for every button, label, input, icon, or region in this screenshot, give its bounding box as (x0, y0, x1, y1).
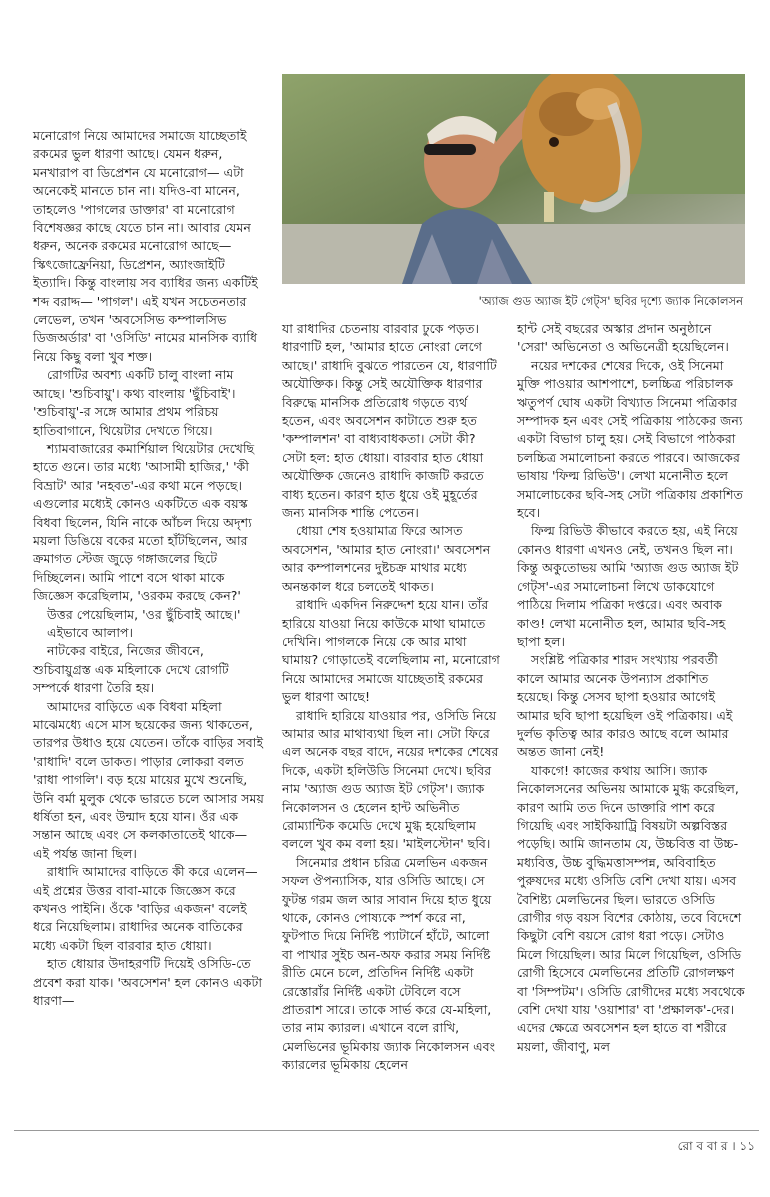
article-column-3 (517, 320, 745, 1056)
article-column-1 (33, 127, 265, 1011)
paragraph: সংশ্লিষ্ট পত্রিকার শারদ সংখ্যায় পরবর্তী কালে আমার অনেক উপন্যাস প্রকাশিত হয়েছে। কিন্তু সেসব ছাপা হওয়ার আগেই আমার ছবি ছাপা হয়েছিল ওই পত্রিকায়। এই দুর্লভ কৃতিত্ব আর কারও আছে বলে আমার অন্তত জানা নেই! (517, 652, 733, 760)
paragraph: সিনেমার প্রধান চরিত্র মেলভিন একজন সফল ঔপন্যাসিক, যার ওসিডি আছে। সে ফুটন্ত গরম জল আর সাবান দিয়ে হাত ধুয়ে থাকে, কোনও পোষ্যকে স্পর্শ করে না, ফুটপাত দিয়ে নির্দিষ্ট প্যাটার্নে হাঁটে, আলো বা পাখার সুইচ অন-অফ করার সময় নির্দিষ্ট রীতি মেনে চলে, প্রতিদিন নির্দিষ্ট একটা রেস্তোরাঁর নির্দিষ্ট একটা টেবিলে বসে প্রাতরাশ সারে। তাকে সার্ভ করে যে-মহিলা, তার নাম ক্যারল। এখানে বলে রাখি, মেলভিনের ভূমিকায় জ্যাক নিকোলসন এবং ক্যারলের ভূমিকায় হেলেন (282, 854, 496, 1073)
paragraph: হান্ট সেই বছরের অস্কার প্রদান অনুষ্ঠানে 'সেরা' অভিনেতা ও অভিনেত্রী হয়েছিলেন। (517, 321, 729, 355)
paragraph: রাধাদি একদিন নিরুদ্দেশ হয়ে যান। তাঁর হারিয়ে যাওয়া নিয়ে কাউকে মাথা ঘামাতে দেখিনি। পাগলকে নিয়ে কে আর মাথা ঘামায়? গোড়াতেই বলেছিলাম না, মনোরোগ নিয়ে আমাদের সমাজে যাচ্ছেতাই রকমের ভুল ধারণা আছে! (282, 597, 500, 705)
paragraph: এইভাবে আলাপ। (47, 624, 134, 640)
paragraph: মনোরোগ নিয়ে আমাদের সমাজে যাচ্ছেতাই রকমের ভুল ধারণা আছে। যেমন ধরুন, মনখারাপ বা ডিপ্রেশন যে মনোরোগ— এটা অনেকেই মানতে চান না। যদিও-বা মানেন, তাহলেও 'পাগলের ডাক্তার' বা মনোরোগ বিশেষজ্ঞর কাছে যেতে চান না। আবার যেমন ধরুন, অনেক রকমের মনোরোগ আছে— স্কিৎজোফ্রেনিয়া, ডিপ্রেশন, অ্যাংজাইটি ইত্যাদি। কিন্তু বাংলায় সব ব্যাধির জন্য একটিই শব্দ বরাদ্দ— 'পাগল'। এই যখন সচেতনতার লেভেল, তখন 'অবসেসিভ কম্পালসিভ ডিজঅর্ডার' বা 'ওসিডি' নামের মানসিক ব্যাধি নিয়ে কিছু বলা খুব শক্ত। (33, 128, 258, 364)
paragraph: নাটকের বাইরে, নিজের জীবনে, শুচিবায়ুগ্রস্ত এক মহিলাকে দেখে রোগটি সম্পর্কে ধারণা তৈরি হয়। (33, 643, 229, 696)
paragraph: যাকগে! কাজের কথায় আসি। জ্যাক নিকোলসনের অভিনয় আমাকে মুগ্ধ করেছিল, কারণ আমি তত দিনে ডাক্তারি পাশ করে গিয়েছি এবং সাইকিয়াট্রি বিষয়টা অল্পবিস্তর পড়েছি। আমি জানতাম যে, উচ্চবিত্ত বা উচ্চ-মধ্যবিত্ত, উচ্চ বুদ্ধিমত্তাসম্পন্ন, অবিবাহিত পুরুষদের মধ্যে ওসিডি বেশি দেখা যায়। এসব বৈশিষ্ট্য মেলভিনের ছিল। ভারতে ওসিডি রোগীর গড় বয়স বিশের কোঠায়, তবে বিদেশে কিছুটা বেশি বয়সে রোগ ধরা পড়ে। সেটাও মিলে গিয়েছিল। আর মিলে গিয়েছিল, ওসিডি রোগী হিসেবে মেলভিনের প্রতিটি রোগলক্ষণ বা 'সিম্পটম'। ওসিডি রোগীদের মধ্যে সবথেকে বেশি দেখা যায় 'ওয়াশার' বা 'প্রক্ষালক'-দের। এদের ক্ষেত্রে অবসেশন হল হাতে বা শরীরে ময়লা, জীবাণু, মল (517, 762, 745, 1054)
paragraph: ফিল্ম রিভিউ কীভাবে করতে হয়, এই নিয়ে কোনও ধারণা এখনও নেই, তখনও ছিল না। কিন্তু অকুতোভয় আমি 'অ্যাজ গুড অ্যাজ ইট গেট্স'-এর সমালোচনা লিখে ডাকযোগে পাঠিয়ে দিলাম পত্রিকা দপ্তরে। এবং অবাক কাণ্ড! লেখা মনোনীত হল, আমার ছবি-সহ ছাপা হল। (517, 523, 739, 649)
photo-illustration (282, 74, 745, 284)
page-footer: রো ব বা র । ১১ (677, 1139, 755, 1153)
paragraph: উত্তর পেয়েছিলাম, 'ওর ছুঁচিবাই আছে।' (47, 606, 241, 622)
footer-divider (14, 1130, 759, 1131)
paragraph: যা রাধাদির চেতনায় বারবার ঢুকে পড়ত। ধারণাটি হল, 'আমার হাতে নোংরা লেগে আছে।' রাধাদি বুঝতে পারতেন যে, ধারণাটি অযৌক্তিক। কিন্তু সেই অযৌক্তিক ধারণার বিরুদ্ধে মানসিক প্রতিরোধ গড়তে ব্যর্থ হতেন, এবং অবসেশন কাটাতে শুরু হত 'কম্পালশন' বা বাধ্যবাধকতা। সেটা কী? সেটা হল: হাত ধোয়া। বারবার হাত ধোয়া অযৌক্তিক জেনেও রাধাদি কাজটি করতে বাধ্য হতেন। কারণ হাত ধুয়ে ওই মুহূর্তের জন্য মানসিক শান্তি পেতেন। (282, 321, 497, 521)
paragraph: হাত ধোয়ার উদাহরণটি দিয়েই ওসিডি-তে প্রবেশ করা যাক। 'অবসেশন' হল কোনও একটা ধারণা— (33, 956, 263, 1009)
article-column-2 (282, 320, 502, 1075)
paragraph: রাধাদি হারিয়ে যাওয়ার পর, ওসিডি নিয়ে আমার আর মাথাব্যথা ছিল না। সেটা ফিরে এল অনেক বছর বাদে, নয়ের দশকের শেষের দিকে, একটা হলিউডি সিনেমা দেখে। ছবির নাম 'অ্যাজ গুড অ্যাজ ইট গেট্স'। জ্যাক নিকোলসন ও হেলেন হান্ট অভিনীত রোম্যান্টিক কমেডি দেখে মুগ্ধ হয়েছিলাম বললে খুব কম বলা হয়। 'মাইলস্টোন' ছবি। (282, 707, 499, 852)
paragraph: রাধাদি আমাদের বাড়িতে কী করে এলেন— এই প্রশ্নের উত্তর বাবা-মাকে জিজ্ঞেস করে কখনও পাইনি। ওঁকে 'বাড়ির একজন' বলেই ধরে নিয়েছিলাম। রাধাদির অনেক বাতিকের মধ্যে একটা ছিল বারবার হাত ধোয়া। (33, 864, 258, 953)
paragraph: রোগটির অবশ্য একটি চালু বাংলা নাম আছে। 'শুচিবায়ু'। কথ্য বাংলায় 'ছুঁচিবাই'। 'শুচিবায়ু'-র সঙ্গে আমার প্রথম পরিচয় হাতিবাগানে, থিয়েটার দেখতে গিয়ে। (33, 367, 236, 438)
paragraph: শ্যামবাজারের কমার্শিয়াল থিয়েটার দেখেছি হাতে গুনে। তার মধ্যে 'আসামী হাজির,' 'কী বিভ্রাট' আর 'নহবত'-এর কথা মনে পড়ছে। এগুলোর মধ্যেই কোনও একটিতে এক বয়স্ক বিধবা ছিলেন, যিনি নাকে আঁচল দিয়ে অদৃশ্য ময়লা ডিঙিয়ে বকের মতো হাঁটছিলেন, আর ক্রমাগত স্টেজ জুড়ে গঙ্গাজলের ছিটে দিচ্ছিলেন। আমি পাশে বসে থাকা মাকে জিজ্ঞেস করেছিলাম, 'ওরকম করছে কেন?' (33, 440, 255, 604)
film-still-photo (282, 74, 745, 284)
paragraph: ধোয়া শেষ হওয়ামাত্র ফিরে আসত অবসেশন, 'আমার হাত নোংরা।' অবসেশন আর কম্পালশনের দুষ্টচক্র মাথার মধ্যে অনন্তকাল ধরে চলতেই থাকত। (282, 523, 491, 594)
photo-caption: 'অ্যাজ গুড অ্যাজ ইট গেট্স' ছবির দৃশ্যে জ্যাক নিকোলসন (478, 294, 743, 308)
paragraph: নয়ের দশকের শেষের দিকে, ওই সিনেমা মুক্তি পাওয়ার আশপাশে, চলচ্চিত্র পরিচালক ঋতুপর্ণ ঘোষ একটা বিখ্যাত সিনেমা পত্রিকার সম্পাদক হন এবং সেই পত্রিকায় পাঠকের জন্য একটা বিভাগ চালু হয়। সেই বিভাগে পাঠকরা চলচ্চিত্র সমালোচনা করতে পারবে। আজকের ভাষায় 'ফিল্ম রিভিউ'। লেখা মনোনীত হলে সমালোচকের ছবি-সহ সেটা পত্রিকায় প্রকাশিত হবে। (517, 357, 743, 521)
paragraph: আমাদের বাড়িতে এক বিধবা মহিলা মাঝেমধ্যে এসে মাস ছয়েকের জন্য থাকতেন, তারপর উধাও হয়ে যেতেন। তাঁকে বাড়ির সবাই 'রাধাদি' বলে ডাকত। পাড়ার লোকরা বলত 'রাধা পাগলি'। বড় হয়ে মায়ের মুখে শুনেছি, উনি বর্মা মুলুক থেকে ভারতে চলে আসার সময় ধর্ষিতা হন, এবং উন্মাদ হয়ে যান। ওঁর এক সন্তান আছে এবং সে কলকাতাতেই থাকে— এই পর্যন্ত জানা ছিল। (33, 698, 264, 861)
